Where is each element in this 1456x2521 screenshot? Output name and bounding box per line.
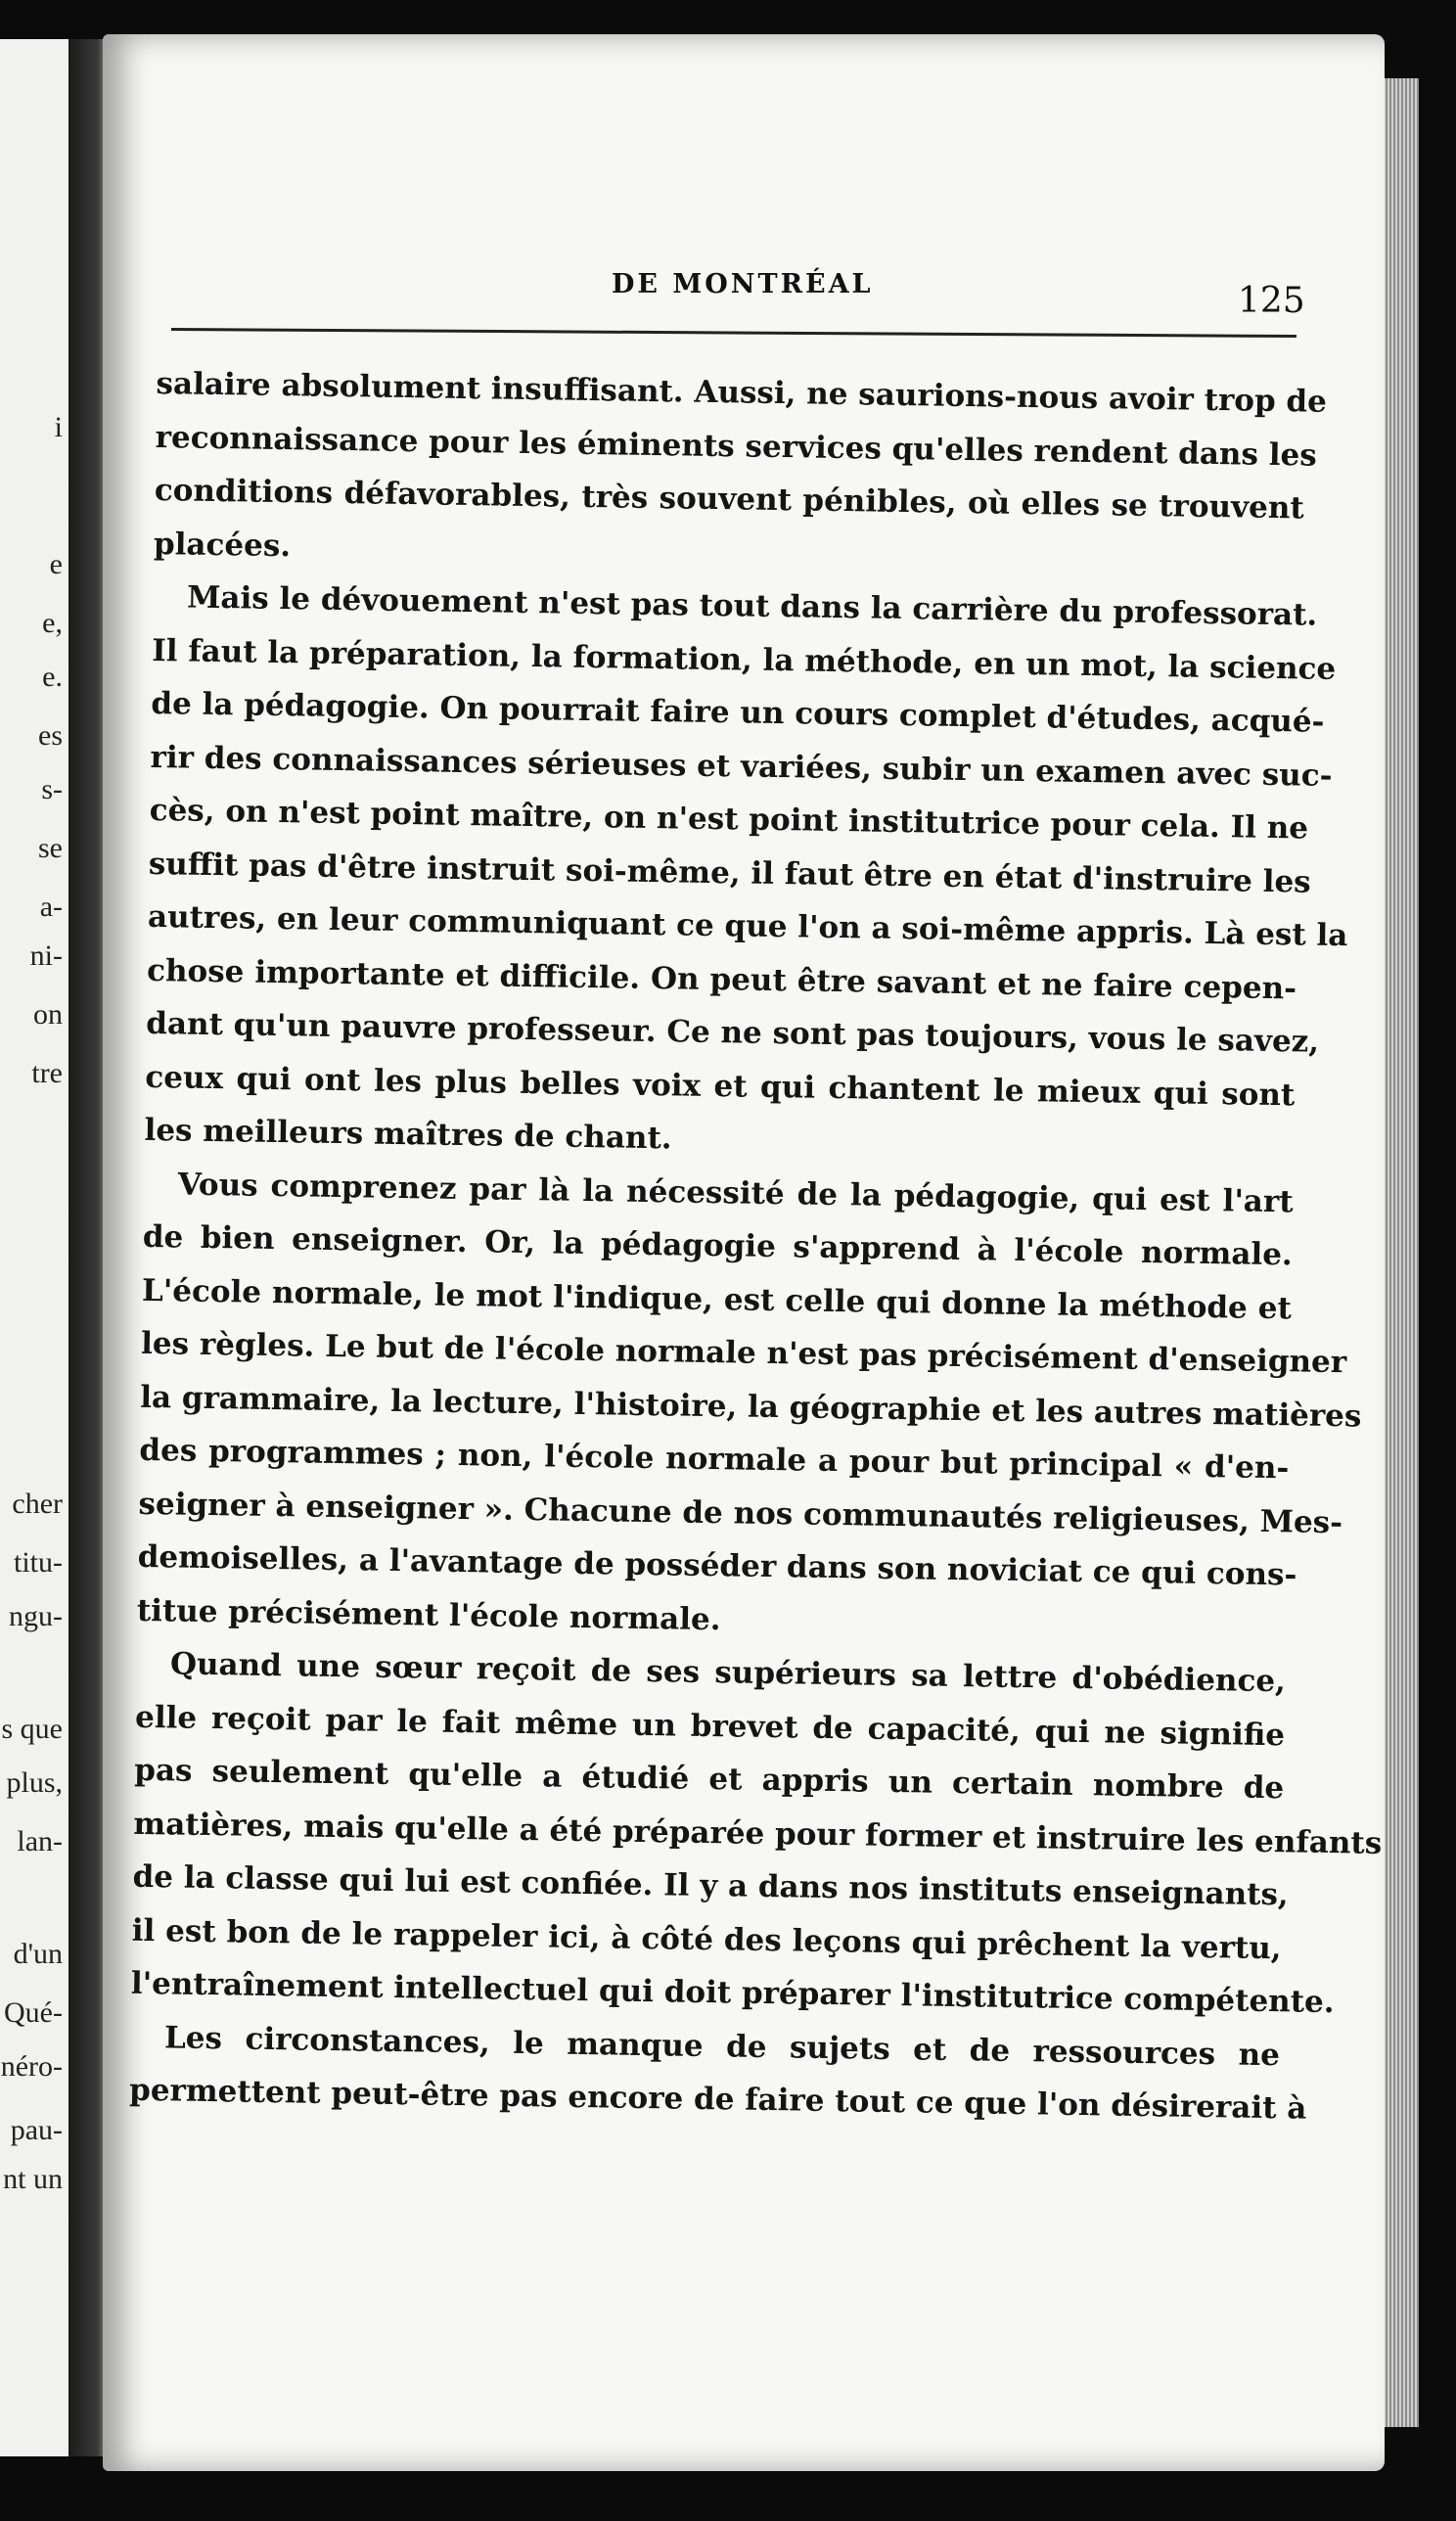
facing-page-fragment: Qué- [4,1996,63,2029]
text-line: dant qu'un pauvre professeur. Ce ne sont pas toujours, vous le savez, [146,1005,1320,1060]
text-line: des programmes ; non, l'école normale a pour but principal « d'en- [139,1432,1290,1487]
page-edges [1380,78,1419,2427]
facing-page-fragment: ni- [29,940,63,972]
text-line: titue précisément l'école normale. [136,1592,721,1637]
facing-page-fragment: es [38,719,63,752]
header-rule [171,328,1297,338]
text-line: Quand une sœur reçoit de ses supérieurs sa lettre d'obédience, [169,1646,1287,1700]
text-line: de la classe qui lui est confiée. Il y a dans nos instituts enseignants, [132,1858,1290,1913]
facing-page-fragment: nt un [3,2163,63,2195]
text-line: de la pédagogie. On pourrait faire un cours complet d'études, acqué- [151,685,1325,740]
paragraph [128,2010,1307,2134]
facing-page-fragment: cher [12,1488,63,1520]
text-line: Il faut la préparation, la formation, la méthode, en un mot, la science [152,632,1337,687]
text-line: les règles. Le but de l'école normale n'est pas précisément d'enseigner [140,1325,1347,1381]
text-line: autres, en leur communiquant ce que l'on a soi-même appris. Là est la [147,898,1348,954]
text-line: suffit pas d'être instruit soi-même, il faut être en état d'instruire les [148,846,1311,900]
facing-page-fragment: d'un [13,1938,63,1970]
facing-page-fragment: plus, [6,1766,63,1799]
facing-page-fragment: pau- [10,2114,63,2146]
text-line: la grammaire, la lecture, l'histoire, la géographie et les autres matières [140,1379,1362,1434]
facing-page-fragment: se [38,832,63,864]
facing-page-fragment: e [49,548,63,580]
facing-page-fragment: titu- [14,1546,63,1579]
text-line: les meilleurs maîtres de chant. [144,1112,672,1157]
text-line: seigner à enseigner ». Chacune de nos communautés religieuses, Mes- [138,1486,1343,1540]
page-number: 125 [1238,281,1305,321]
running-head: DE MONTRÉAL [612,269,874,299]
text-line: Les circonstances, le manque de sujets et de ressources ne [163,2019,1281,2073]
book-page [103,34,1385,2471]
text-line: l'entraînement intellectuel qui doit préparer l'institutrice compétente. [130,1965,1335,2021]
text-line: demoiselles, a l'avantage de posséder dans son noviciat ce qui cons- [137,1538,1297,1593]
text-line: conditions défavorables, très souvent pénibles, où elles se trouvent [154,472,1305,527]
text-line: il est bon de le rappeler ici, à côté des leçons qui prêchent la vertu, [131,1912,1282,1966]
paragraph [144,571,1348,1175]
text-line: rir des connaissances sérieuses et variées, subir un examen avec suc- [150,739,1333,794]
text-line: L'école normale, le mot l'indique, est celle qui donne la méthode et [141,1272,1293,1326]
text-line: elle reçoit par le fait même un brevet de capacité, qui ne signifie [134,1699,1286,1753]
facing-page-fragment: tre [31,1057,63,1089]
text-line: de bien enseigner. Or, la pédagogie s'apprend à l'école normale. [142,1218,1294,1273]
facing-page [0,39,72,2456]
paragraph [153,357,1328,588]
text-line: placées. [153,526,292,564]
text-line: reconnaissance pour les éminents services qu'elles rendent dans les [155,419,1317,474]
text-line: ceux qui ont les plus belles voix et qui chantent le mieux qui sont [145,1059,1296,1113]
facing-page-fragment: lan- [17,1825,63,1857]
facing-page-fragment: a- [39,891,63,923]
facing-page-fragment: e, [42,607,63,639]
text-line: chose importante et difficile. On peut être savant et ne faire cepen- [146,952,1297,1006]
text-line: Mais le dévouement n'est pas tout dans la carrière du professorat. [186,579,1318,633]
facing-page-fragment: s- [41,773,63,805]
text-line: permettent peut-être pas encore de faire tout ce que l'on désirerait à [128,2072,1307,2127]
text-line: cès, on n'est point maître, on n'est point institutrice pour cela. Il ne [149,792,1309,847]
paragraph [130,1637,1383,2029]
facing-page-fragment: ngu- [9,1600,63,1632]
text-line: pas seulement qu'elle a étudié et appris un certain nombre de [134,1752,1285,1807]
facing-page-fragment: s que [1,1713,63,1745]
text-line: matières, mais qu'elle a été préparée pour former et instruire les enfants [133,1806,1383,1861]
facing-page-fragment: e. [42,661,63,693]
body-text [128,357,1383,2135]
facing-page-fragment: néro- [0,2050,63,2083]
facing-page-fragment: i [54,411,63,443]
text-line: salaire absolument insuffisant. Aussi, ne saurions-nous avoir trop de [156,365,1328,420]
facing-page-fragment: on [33,998,63,1031]
text-line: Vous comprenez par là la nécessité de la pédagogie, qui est l'art [177,1166,1294,1219]
paragraph [136,1157,1362,1655]
